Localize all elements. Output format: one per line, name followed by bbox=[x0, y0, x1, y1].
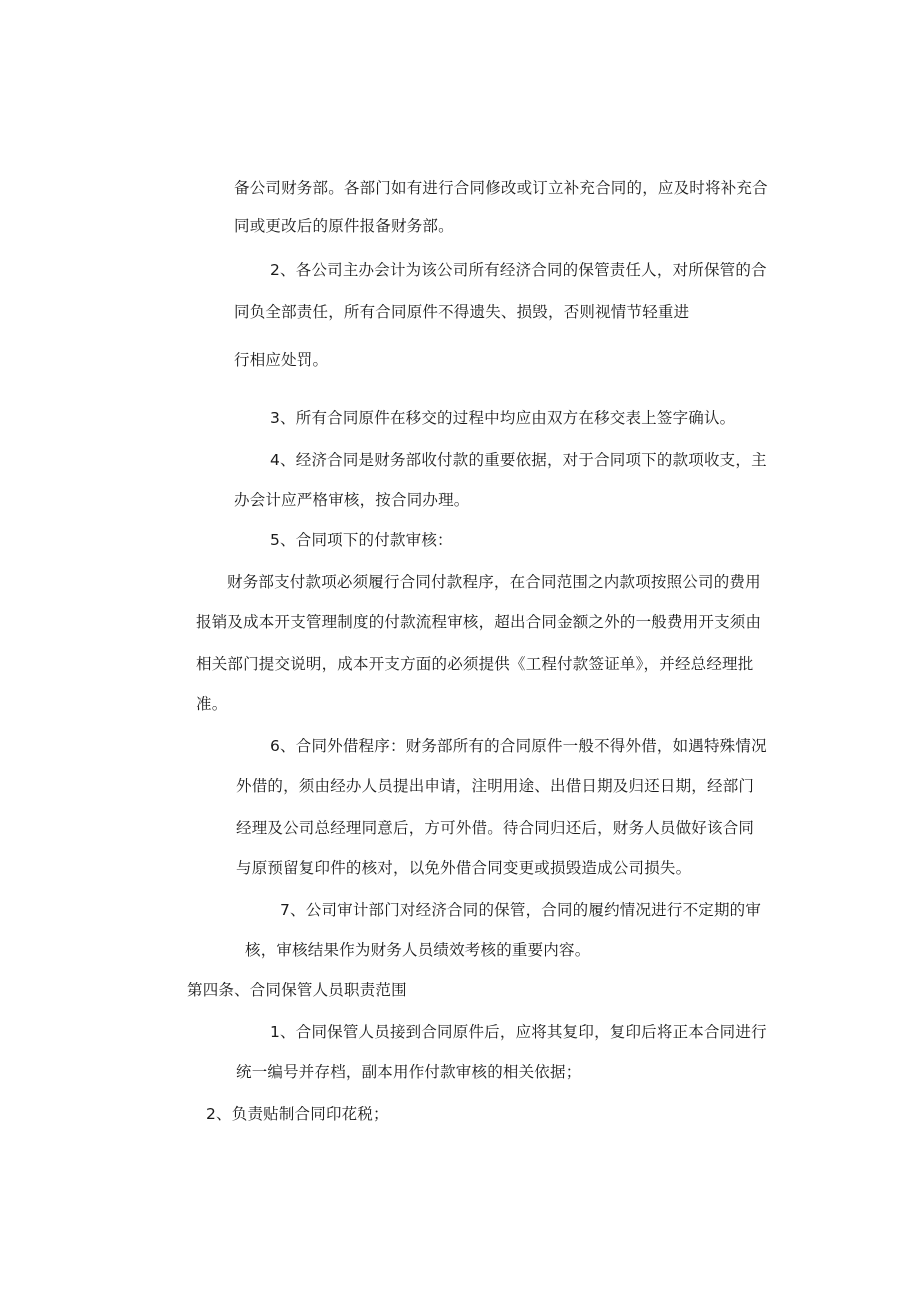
text-line: 2、各公司主办会计为该公司所有经济合同的保管责任人，对所保管的合 bbox=[270, 261, 767, 279]
text-line: 4、经济合同是财务部收付款的重要依据，对于合同项下的款项收支，主 bbox=[270, 451, 767, 469]
section-heading: 第四条、合同保管人员职责范围 bbox=[187, 981, 407, 999]
text-line: 相关部门提交说明，成本开支方面的必须提供《工程付款签证单》，并经总经理批 bbox=[196, 655, 754, 673]
text-line: 核，审核结果作为财务人员绩效考核的重要内容。 bbox=[245, 941, 591, 959]
text-line: 2、负责贴制合同印花税； bbox=[206, 1105, 389, 1123]
text-line: 同或更改后的原件报备财务部。 bbox=[234, 217, 454, 235]
text-line: 外借的，须由经办人员提出申请，注明用途、出借日期及归还日期，经部门 bbox=[236, 777, 755, 795]
text-line: 办会计应严格审核，按合同办理。 bbox=[234, 491, 470, 509]
text-line: 3、所有合同原件在移交的过程中均应由双方在移交表上签字确认。 bbox=[270, 409, 736, 427]
text-line: 财务部支付款项必须履行合同付款程序，在合同范围之内款项按照公司的费用 bbox=[227, 573, 761, 591]
text-line: 同负全部责任，所有合同原件不得遗失、损毁，否则视情节轻重进 bbox=[234, 303, 690, 321]
text-line: 与原预留复印件的核对，以免外借合同变更或损毁造成公司损失。 bbox=[236, 859, 692, 877]
text-line: 报销及成本开支管理制度的付款流程审核，超出合同金额之外的一般费用开支须由 bbox=[196, 613, 762, 631]
text-line: 7、公司审计部门对经济合同的保管，合同的履约情况进行不定期的审 bbox=[280, 901, 762, 919]
text-line: 准。 bbox=[196, 695, 228, 713]
text-line: 备公司财务部。各部门如有进行合同修改或订立补充合同的，应及时将补充合 bbox=[234, 179, 768, 197]
text-line: 5、合同项下的付款审核： bbox=[270, 531, 453, 549]
text-line: 1、合同保管人员接到合同原件后，应将其复印，复印后将正本合同进行 bbox=[270, 1023, 767, 1041]
text-line: 6、合同外借程序：财务部所有的合同原件一般不得外借，如遇特殊情况 bbox=[270, 737, 767, 755]
text-line: 行相应处罚。 bbox=[234, 351, 329, 369]
text-line: 经理及公司总经理同意后，方可外借。待合同归还后，财务人员做好该合同 bbox=[236, 819, 755, 837]
text-line: 统一编号并存档，副本用作付款审核的相关依据； bbox=[236, 1063, 582, 1081]
